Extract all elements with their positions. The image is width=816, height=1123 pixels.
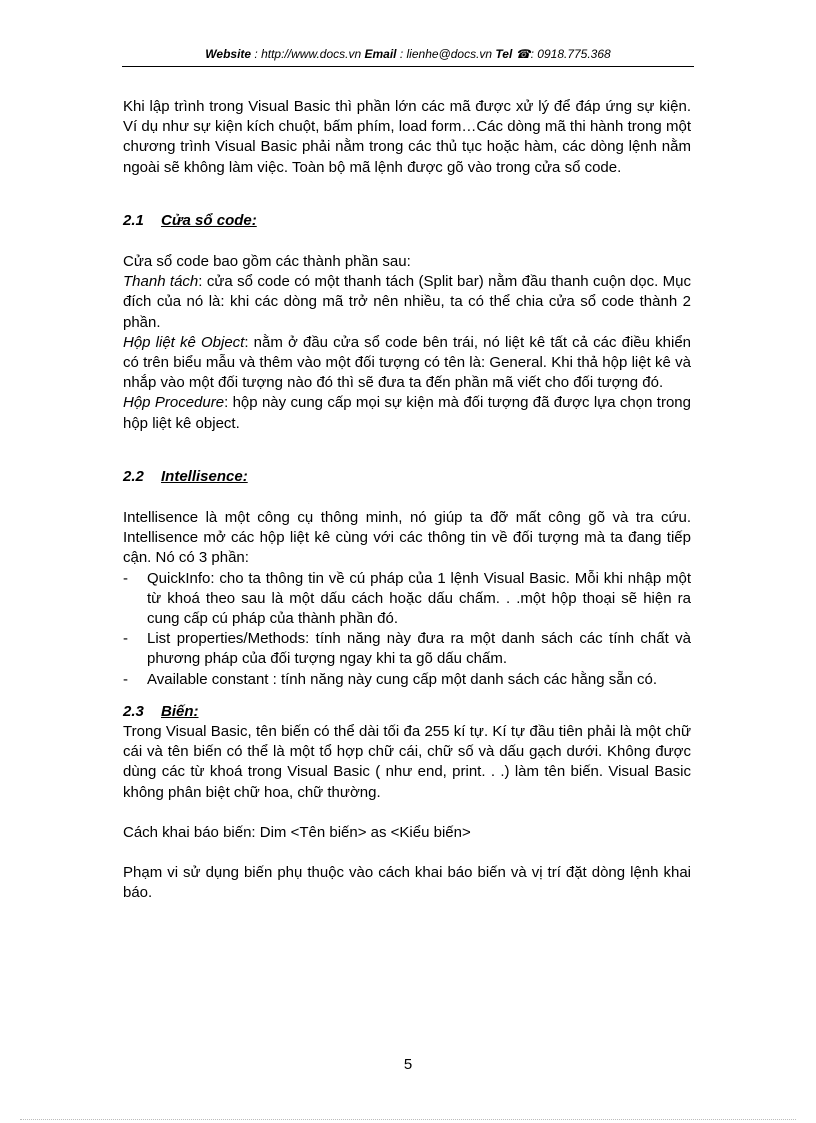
section-2-3-paragraph-1: Trong Visual Basic, tên biến có thể dài tối đa 255 kí tự. Kí tự đầu tiên phải là một chữ cái và tên biến có thể là một tổ hợp chữ cái, chữ số và dấu gạch dưới. Không được dùng các từ khoá trong Visual Basic ( như end, print. . .) làm tên biến. Visual Basic không phân biệt chữ hoa, chữ thường. [123, 723, 691, 801]
section-2-3-paragraph-3: Phạm vi sử dụng biến phụ thuộc vào cách khai báo biến và vị trí đặt dòng lệnh khai báo. [123, 864, 691, 902]
page-number: 5 [403, 1056, 413, 1073]
page-bottom-border [20, 1119, 796, 1120]
section-title: Cửa sổ code: [161, 211, 257, 229]
page-header [122, 47, 694, 61]
section-heading-2-1 [123, 211, 691, 231]
term: Hộp liệt kê Object [123, 333, 245, 351]
section-2-1-lead: Cửa sổ code bao gồm các thành phần sau: [123, 253, 411, 271]
website-label: Website [205, 47, 252, 61]
bullet-dash: - [123, 630, 128, 648]
bullet-text: QuickInfo: cho ta thông tin về cú pháp của 1 lệnh Visual Basic. Mỗi khi nhập một từ khoá theo sau là một dấu cách hoặc dấu chấm. . .một hộp thoại sẽ hiện ra cung cấp cú pháp của thành phần đó. [147, 569, 691, 628]
section-2-1-item-2 [123, 333, 691, 394]
page-content [123, 97, 691, 904]
bullet-text: List properties/Methods: tính năng này đưa ra một danh sách các tính chất và phương pháp của đối tượng ngay khi ta gõ dấu chấm. [147, 630, 691, 668]
term: Thanh tách [123, 273, 199, 291]
section-title: Intellisence: [161, 467, 248, 485]
header-rule [122, 66, 694, 67]
intro-paragraph: Khi lập trình trong Visual Basic thì phần lớn các mã được xử lý để đáp ứng sự kiện. Ví dụ như sự kiện kích chuột, bấm phím, load form…Các dòng mã thi hành trong một chương trình Visual Basic phải nằm trong các thủ tục hoặc hàm, các dòng lệnh nằm ngoài sẽ không làm việc. Toàn bộ mã lệnh được gõ vào trong cửa sổ code. [123, 98, 691, 176]
section-2-1-item-1 [123, 272, 691, 333]
section-2-3-paragraph-2: Cách khai báo biến: Dim <Tên biến> as <Kiểu biến> [123, 823, 471, 841]
email-value: : lienhe@docs.vn [399, 47, 493, 61]
section-title: Biến: [161, 702, 199, 720]
section-2-1-item-3 [123, 393, 691, 433]
bullet-item [123, 670, 691, 690]
section-heading-2-3 [123, 702, 691, 722]
definition: : nằm ở đầu cửa sổ code bên trái, nó liệt kê tất cả các điều khiển có trên biểu mẫu và thêm vào một đối tượng có tên là: General. Khi thả hộp liệt kê và nhắp vào một đối tượng nào đó thì sẽ đưa ta đến phần mã viết cho đối tượng đó. [123, 333, 691, 392]
definition: : cửa sổ code có một thanh tách (Split bar) nằm đầu thanh cuộn dọc. Mục đích của nó là: khi các dòng mã trở nên nhiều, ta có thể chia cửa sổ code thành 2 phần. [123, 273, 691, 331]
section-heading-2-2 [123, 467, 691, 487]
bullet-item [123, 569, 691, 630]
tel-value: : 0918.775.368 [530, 47, 611, 61]
phone-icon: ☎ [515, 47, 531, 61]
section-number: 2.3 [123, 702, 144, 720]
section-number: 2.2 [123, 467, 144, 485]
term: Hộp Procedure [123, 394, 225, 412]
definition: : hộp này cung cấp mọi sự kiện mà đối tượng đã được lựa chọn trong hộp liệt kê object. [123, 394, 691, 432]
bullet-item [123, 629, 691, 669]
section-number: 2.1 [123, 211, 144, 229]
tel-label: Tel [495, 47, 513, 61]
bullet-dash: - [123, 569, 128, 587]
section-2-2-lead: Intellisence là một công cụ thông minh, nó giúp ta đỡ mất công gõ và tra cứu. Intellisence mở các hộp liệt kê cùng với các thông tin về đối tượng mà ta đang tiếp cận. Nó có 3 phần: [123, 509, 691, 567]
bullet-text: Available constant : tính năng này cung cấp một danh sách các hằng sẵn có. [147, 670, 658, 688]
bullet-dash: - [123, 670, 128, 688]
website-value: : http://www.docs.vn [254, 47, 362, 61]
email-label: Email [364, 47, 397, 61]
